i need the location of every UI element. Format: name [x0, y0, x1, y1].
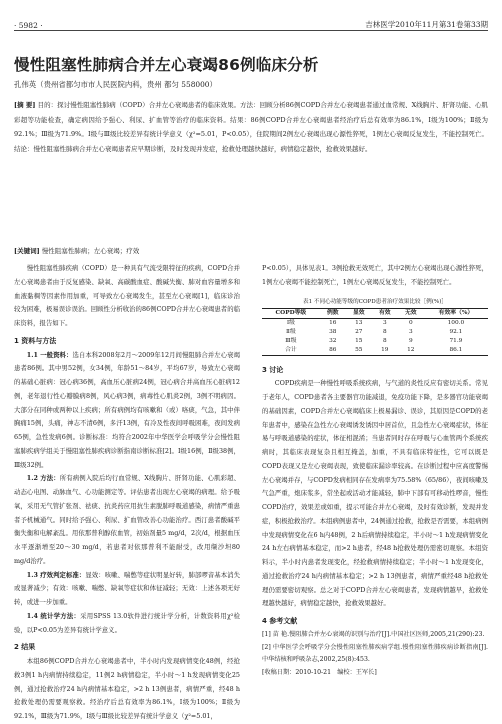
subsection-1-4: [14, 610, 240, 638]
table-cell: 86.1: [449, 346, 463, 353]
subsection-1-2-label: 1.2 方法：: [26, 474, 60, 483]
table-cell: 9: [408, 337, 413, 344]
table-header-cell: 无效: [405, 309, 417, 316]
results-text: 本组86例COPD合并左心衰竭患者中，半小时内发现病情变化48例，经抢救3例1 h内病情持续稳定，11例2 h病情稳定，半小时～1 h发现病情变化25例，通过抢救治疗24 h内病情基本稳定，>2 h 13例患者，病情严重，经48 h抢救处理仍需要观察救。经治疗后总有效率为86.1%，Ⅰ级为100%；Ⅱ级为92.1%，Ⅲ级为71.9%，Ⅰ级与Ⅲ级比较差异有统计学意义（χ²=5.01，: [14, 657, 240, 720]
table-cell: 8: [382, 328, 387, 335]
table-cell: 100.0: [447, 319, 465, 326]
subsection-1-3-text: 显效：咳嗽、喘憋等症状明显好转，肺部啰音基本消失或显著减少；有效：咳嗽、喘憋、缺氧等症状和体征减轻；无效：上述各项无好转，或进一步加重。: [14, 570, 241, 606]
left-column: [14, 262, 241, 720]
table-row: [262, 346, 488, 356]
reference-item: [2] 中华医学会呼吸学分会慢性阻塞性肺疾病学组.慢性阻塞性肺疾病诊断指南[J].中华结核和呼吸杂志,2002,25(8):453.: [262, 643, 488, 664]
table-cell: 13: [355, 319, 363, 326]
section-2-heading: 2 结果: [14, 643, 36, 652]
section-3-heading: 3 讨论: [262, 365, 284, 374]
subsection-1-2-text: 所有病例入院后均行血常规、X线胸片、肝肾功能、心肌彩超、动态心电图、动脉血气、心功能测定等。评估患者出现左心衰竭的病理。给予吸氧，采用无气管扩张剂、祛痰、抗炎药应用抗生素脱肺呼吸道感染，病情严重患者予机械通气。同时给予强心、利尿、扩血管改善心功能治疗。西汀患者酸碱平衡失衡和电解紊乱。用依那普利醇依血管，初始剂量5 mg/d，2次/d，根据血压水平逐渐增至20～30 mg/d，若患者对依那普利不能耐受，改用缬沙坦80 mg/d治疗。: [14, 474, 240, 565]
table-cell: Ⅰ级: [286, 319, 295, 326]
table-cell: 12: [407, 346, 415, 353]
table-row: [262, 328, 488, 337]
subsection-1-4-label: 1.4 统计学方法：: [26, 611, 81, 620]
table-header-cell: 有效: [378, 309, 391, 316]
results-table: [262, 308, 488, 356]
abstract: [14, 98, 488, 244]
subsection-1-2: [14, 472, 240, 568]
keywords: [14, 244, 488, 258]
table-cell: 55: [355, 346, 363, 353]
references-list: [262, 629, 488, 680]
header-rule: [14, 30, 488, 31]
table-header-cell: COPD等级: [275, 309, 307, 316]
subsection-1-1-text: 选自本科2008年2月～2009年12月间慢阻肺合并左心衰竭患者86例。其中男52例，女34例，年龄51～84岁，平均67岁，导致左心衰竭的基础心脏病：冠心病36例，高血压心脏病24例，冠心病合并高血压心脏病12例，老年退行性心瓣膜病8例，风心病3例，病毒性心肌炎2例，3例不明病因。大部分在同种或两种以上疾病；所有病例均有咳嗽和（或）咯痰，气急，其中伴胸痛15例，头痛，神志不清6例，多汗13例，有冷及性夜间呼吸困难，夜间发病65例，急性发病6例。诊断标准：均符合2002年中华医学会呼吸学分会慢性阻塞肺疾病学组关于慢阻塞性肺疾病诊断指南诊断标准[2]。Ⅰ级16例，Ⅱ级38例，Ⅲ级32例。: [14, 350, 240, 469]
editor-note: [收稿日期：2010-10-21 编校：王军长]: [262, 669, 377, 677]
table-cell: 3: [408, 328, 413, 335]
page-header: [14, 16, 488, 30]
subsection-1-1: [14, 349, 240, 473]
author-affiliation: 孔伟英（贵州省都匀市市人民医院内科，贵州 都匀 558000）: [14, 80, 217, 89]
table-cell: 38: [329, 328, 337, 335]
subsection-1-1-label: 1.1 一般资料：: [26, 350, 73, 359]
table-cell: 15: [355, 337, 363, 344]
table-cell: Ⅱ级: [286, 328, 296, 335]
journal-info: 吉林医学2010年11月第31卷第33期: [365, 20, 488, 29]
subsection-1-3: [14, 569, 240, 610]
right-column: [262, 262, 488, 710]
table-cell: 86: [329, 346, 337, 353]
table-header-cell: 有效率（%）: [438, 309, 474, 316]
table-caption: 表1 不同心功能等级的COPD患者治疗效果比较［例(%)］: [302, 298, 447, 305]
table-header-cell: 显效: [352, 309, 365, 316]
table-cell: 0: [408, 319, 413, 326]
subsection-1-3-label: 1.3 疗效判定标准：: [26, 570, 86, 579]
table-cell: 32: [329, 337, 337, 344]
table-cell: 合计: [285, 346, 297, 353]
table-cell: Ⅲ级: [285, 337, 297, 344]
table-header-cell: 例数: [326, 309, 339, 316]
table-cell: 3: [382, 319, 387, 326]
abstract-text: 目的：探讨慢性阻塞性肺病（COPD）合并左心衰竭患者的临床效果。方法：回顾分析86例COPD合并左心衰竭患者通过血常规、X线胸片、肝肾功能、心肌彩超等功能检查，确定病因给予强心、利尿、扩血管等治疗的临床资料。结果：86例COPD合并左心衰竭患者经治疗后总有效率为86.1%，Ⅰ级为100%；Ⅱ级为92.1%；Ⅲ级为71.9%。Ⅰ级与Ⅲ级比较差异有统计学意义（χ²=5.01，P<0.05），住院期间2例左心衰竭出现心源性猝死，1例左心衰竭反复发生，不能控制死亡。结论：慢性阻塞性肺病合并左心衰竭患者应早期诊断，及时发现并发症，抢救处理越快越好，病情稳定越快，抢救效果越好。: [14, 101, 488, 153]
table-cell: 71.9: [449, 337, 463, 344]
table-cell: 92.1: [449, 328, 463, 335]
keywords-text: 慢性阻塞性肺病；左心衰竭；疗效: [41, 247, 140, 255]
table-header-row: [262, 308, 488, 318]
page-number: · 5982 ·: [14, 21, 43, 30]
discussion-text: COPD疾病是一种慢性呼吸系统疾病，与气道的炎性反应有密切关系。常见于老年人，COPD患者各主要器官功能减退，免疫功能下降，是多器官功能衰竭的基础因素，COPD合并左心衰竭临床上极易漏诊、误诊，其原因是COPD的老年患者中，感染在急性左心衰竭诱发诱因中居首位，且急性左心衰竭症状，体征易与呼吸道感染的症状，体征相混淆；当患者同时存在呼吸与心血管两个系统疾病时，其临床表现复杂且相互掩盖，加重，不具有临床特征性，它可以既是COPD表现又是左心衰竭表现，致使临床漏诊率较高。在诊断过程中应高度警惕左心衰竭并存，与COPD发病相同存在发病率为75.58%（65/86），夜间咳嗽及气急严重，炮床浆多，常坐起或活动才能减轻，肺中下部有可移动性啰音，慢性COPD治疗，效果差或如重，提示可能合并左心衰竭，及时有效诊断，发现并发症，积极抢救治疗。本组病例患者中，24例通过抢救，抢救是否需要，本组病例中发现病情变化在6 h内48例，2 h后病情持续稳定，半小时～1 h发现病情变化24 h左右病情基本稳定，而>2 h患者，经48 h抢救处理仍需密切观察。本组资料示，半小时内患者发现变化，经抢救病情持续稳定；半小时～1 h发现变化，通过抢救治疗24 h内病情基本稳定；>2 h 13例患者，病情严重经48 h抢救处理仍需要密切观察。总之对于COPD合并左心衰竭患者，发现病情越早，抢救处理越快越好，病情稳定越快，抢救效果越好。: [262, 379, 488, 608]
table-row: [262, 318, 488, 328]
table-row: [262, 337, 488, 346]
section-4-heading: 4 参考文献: [262, 617, 298, 625]
abstract-label: [摘 要]: [14, 101, 36, 109]
reference-item: [1] 苗 艳.慢阻肺合并左心衰竭的识别与治疗[J].中国社区医师,2005,21(290):23.: [262, 630, 485, 638]
introduction: 慢性阻塞性肺疾病（COPD）是一种具有气流受限特征的疾病，COPD合并左心衰竭患者由于反复感染、缺氧、高碳酸血症、酸碱失衡、肺对血容量增多和血液黏稠等因素作用加重，可导致左心衰竭发生，甚至左心衰竭[1]，临床诊治较为困难，极易误诊误治。回顾性分析收治的86例COPD合并左心衰竭患者的临床资料，报告如下。: [14, 264, 240, 327]
article-title: 慢性阻塞性肺病合并左心衰竭86例临床分析: [14, 56, 319, 74]
results-continued: P<0.05），具体见表1。3例抢救无效死亡，其中2例左心衰竭出现心源性猝死，1例左心衰竭不能控制死亡，1例左心衰竭反复发生，不能控制死亡。: [262, 264, 488, 286]
section-1-heading: 1 资料与方法: [14, 336, 57, 345]
table-cell: 27: [355, 328, 363, 335]
keywords-label: [关键词]: [14, 247, 40, 255]
subsection-1-4-text: 采用SPSS 13.0软件进行统计学分析，计数资料用χ²检验，以P<0.05为差异有统计学意义。: [14, 611, 241, 634]
table-cell: 19: [381, 346, 389, 353]
table-cell: 16: [329, 319, 337, 326]
table-cell: 8: [382, 337, 387, 344]
